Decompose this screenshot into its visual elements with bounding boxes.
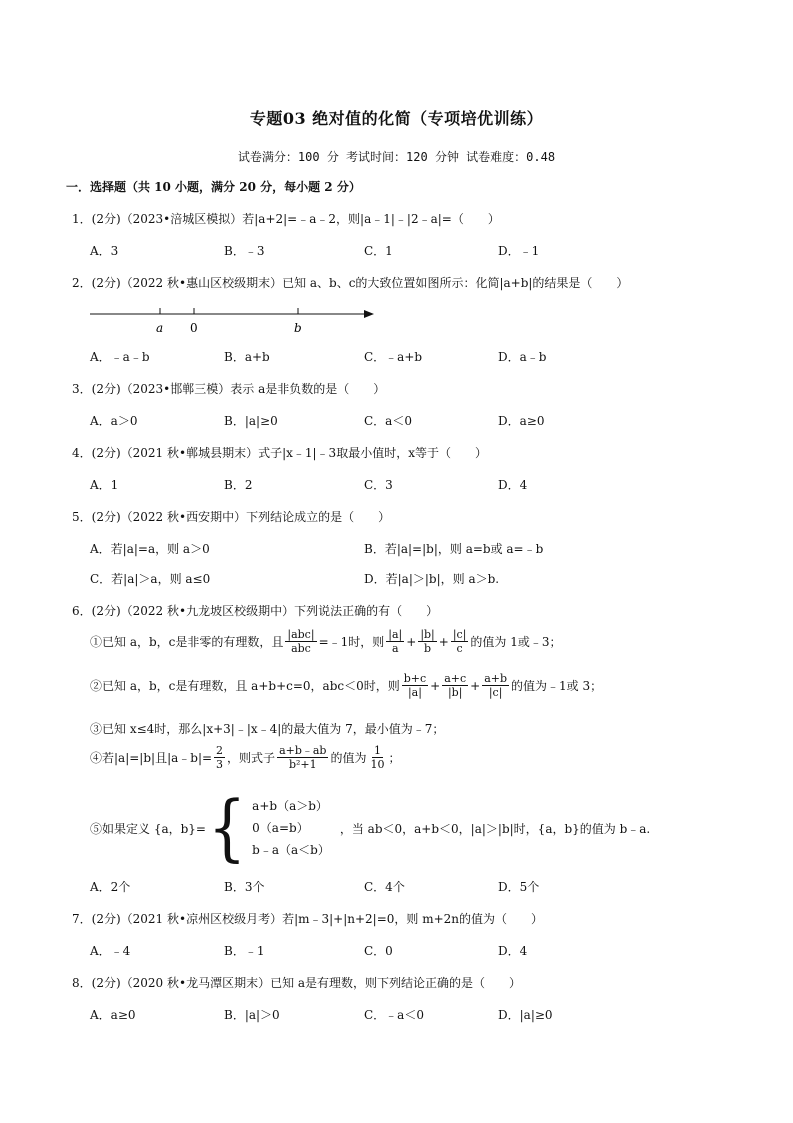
- option-a[interactable]: A．3: [90, 244, 119, 258]
- denominator: |b|: [447, 686, 463, 699]
- numerator: 1: [374, 744, 381, 757]
- statement-4-text: ，则式子: [227, 751, 276, 765]
- numerator: |c|: [452, 628, 467, 641]
- option-b[interactable]: B．﹣1: [224, 944, 265, 958]
- plus-sign: +: [470, 678, 481, 693]
- option-d[interactable]: D．5个: [498, 880, 540, 894]
- option-a[interactable]: A．2个: [90, 880, 131, 894]
- fraction: [214, 744, 225, 771]
- question-3-options: [90, 412, 730, 430]
- fraction: [442, 672, 468, 699]
- statement-5-text: ，当 ab＜0，a+b＜0，|a|＞|b|时，{a，b}的值为 b﹣a.: [339, 821, 651, 836]
- plus-sign: +: [438, 634, 449, 649]
- option-c[interactable]: C．﹣a+b: [364, 350, 423, 364]
- option-c[interactable]: C．﹣a＜0: [364, 1008, 424, 1022]
- denominator: a: [391, 642, 399, 655]
- question-1-stem: 1．(2分)（2023•涪城区模拟）若|a+2|=﹣a﹣2，则|a﹣1|﹣|2﹣a|=（ ）: [72, 212, 500, 226]
- exam-meta: 试卷满分：100 分 考试时间：120 分钟 试卷难度：0.48: [237, 150, 556, 164]
- denominator: abc: [291, 642, 311, 655]
- label-a: a: [156, 321, 164, 335]
- option-c[interactable]: C．0: [364, 944, 393, 958]
- label-0: 0: [190, 321, 198, 335]
- plus-sign: +: [430, 678, 441, 693]
- question-7-stem: 7．(2分)（2021 秋•凉州区校级月考）若|m﹣3|+|n+2|=0，则 m+2n的值为（ ）: [72, 912, 544, 926]
- option-b[interactable]: B．2: [224, 478, 253, 492]
- question-2-options: [90, 348, 730, 366]
- denominator: b: [424, 642, 432, 655]
- denominator: 10: [370, 758, 385, 771]
- case-3: b﹣a（a＜b）: [252, 843, 330, 857]
- question-6-stem: 6．(2分)（2022 秋•九龙坡区校级期中）下列说法正确的有（ ）: [72, 604, 439, 618]
- denominator: 3: [216, 758, 224, 771]
- option-c[interactable]: C．1: [364, 244, 393, 258]
- option-d[interactable]: D．4: [498, 478, 528, 492]
- option-a[interactable]: A．a＞0: [90, 414, 138, 428]
- question-5-options-row2: [90, 570, 730, 588]
- case-2: 0（a=b）: [252, 821, 309, 835]
- option-c[interactable]: C．3: [364, 478, 393, 492]
- option-a[interactable]: A．﹣a﹣b: [90, 350, 150, 364]
- fraction: [369, 744, 387, 771]
- fraction: [451, 628, 469, 655]
- question-6-options: [90, 878, 730, 896]
- option-d[interactable]: D．若|a|＞|b|，则 a＞b.: [364, 572, 500, 586]
- option-d[interactable]: D．4: [498, 944, 528, 958]
- section-heading: 一．选择题（共 10 小题，满分 20 分，每小题 2 分）: [66, 180, 361, 194]
- statement-2-text: ②已知 a，b，c是有理数，且 a+b+c=0，abc＜0时，则: [90, 679, 400, 693]
- numerator: |a|: [388, 628, 403, 641]
- question-2-stem: 2．(2分)（2022 秋•惠山区校级期末）已知 a、b、c的大致位置如图所示：化简|a+b|的结果是（ ）: [72, 276, 629, 290]
- statement-1-text: =﹣1时，则: [318, 635, 385, 649]
- question-4-stem: 4．(2分)（2021 秋•郸城县期末）式子|x﹣1|﹣3取最小值时，x等于（ ）: [72, 446, 487, 460]
- statement-4: [90, 744, 401, 771]
- case-1: a+b（a＞b）: [252, 799, 328, 813]
- fraction: [482, 672, 509, 699]
- denominator: |a|: [407, 686, 422, 699]
- number-line-figure: [90, 302, 390, 336]
- option-b[interactable]: B．|a|＞0: [224, 1008, 280, 1022]
- statement-5: [90, 786, 651, 870]
- option-b[interactable]: B．﹣3: [224, 244, 265, 258]
- numerator: |b|: [420, 628, 435, 641]
- statement-1: [90, 628, 562, 655]
- statement-4-text: ；: [388, 751, 401, 765]
- option-b[interactable]: B．若|a|=|b|，则 a=b或 a=﹣b: [364, 542, 544, 556]
- piecewise-cases: [252, 795, 330, 861]
- denominator: |c|: [488, 686, 503, 699]
- page-title: 专题03 绝对值的化简（专项培优训练）: [249, 109, 544, 128]
- fraction: [285, 628, 316, 655]
- option-b[interactable]: B．3个: [224, 880, 265, 894]
- fraction: [418, 628, 436, 655]
- option-d[interactable]: D．a﹣b: [498, 350, 547, 364]
- left-brace: {: [207, 786, 247, 870]
- option-b[interactable]: B．|a|≥0: [224, 414, 278, 428]
- statement-3: ③已知 x≤4时，那么|x+3|﹣|x﹣4|的最大值为 7，最小值为﹣7；: [90, 722, 445, 736]
- option-a[interactable]: A．1: [90, 478, 119, 492]
- fraction: [277, 744, 328, 771]
- option-d[interactable]: D．|a|≥0: [498, 1008, 553, 1022]
- question-4-options: [90, 476, 730, 494]
- numerator: a+b: [484, 672, 508, 685]
- statement-4-text: ④若|a|=|b|且|a﹣b|=: [90, 751, 213, 765]
- question-8-stem: 8．(2分)（2020 秋•龙马潭区期末）已知 a是有理数，则下列结论正确的是（ ）: [72, 976, 522, 990]
- option-a[interactable]: A．若|a|=a，则 a＞0: [90, 542, 210, 556]
- option-c[interactable]: C．4个: [364, 880, 405, 894]
- question-5-options-row1: [90, 540, 730, 558]
- option-a[interactable]: A．﹣4: [90, 944, 131, 958]
- number-line-arrow-icon: [364, 310, 374, 318]
- statement-1-text: ①已知 a，b，c是非零的有理数，且: [90, 635, 284, 649]
- option-c[interactable]: C．a＜0: [364, 414, 412, 428]
- numerator: a+c: [444, 672, 467, 685]
- option-b[interactable]: B．a+b: [224, 350, 270, 364]
- numerator: 2: [216, 744, 224, 757]
- denominator: b²+1: [288, 758, 317, 771]
- numerator: |abc|: [287, 628, 315, 641]
- option-d[interactable]: D．﹣1: [498, 244, 540, 258]
- question-7-options: [90, 942, 730, 960]
- statement-1-text: 的值为 1或﹣3；: [470, 635, 562, 649]
- plus-sign: +: [406, 634, 417, 649]
- label-b: b: [294, 321, 302, 335]
- numerator: a+b﹣ab: [279, 744, 327, 757]
- statement-4-text: 的值为: [330, 751, 367, 765]
- statement-2: [90, 672, 602, 699]
- option-d[interactable]: D．a≥0: [498, 414, 545, 428]
- fraction: [386, 628, 404, 655]
- question-1-options: [90, 242, 730, 260]
- numerator: b+c: [403, 672, 427, 685]
- fraction: [402, 672, 428, 699]
- question-3-stem: 3．(2分)（2023•邯郸三模）表示 a是非负数的是（ ）: [72, 382, 386, 396]
- statement-5-text: ⑤如果定义 {a，b}=: [90, 821, 206, 836]
- statement-2-text: 的值为﹣1或 3；: [511, 679, 603, 693]
- denominator: c: [456, 642, 463, 655]
- option-c[interactable]: C．若|a|＞a，则 a≤0: [90, 572, 211, 586]
- question-8-options: [90, 1006, 730, 1024]
- option-a[interactable]: A．a≥0: [90, 1008, 136, 1022]
- question-5-stem: 5．(2分)（2022 秋•西安期中）下列结论成立的是（ ）: [72, 510, 391, 524]
